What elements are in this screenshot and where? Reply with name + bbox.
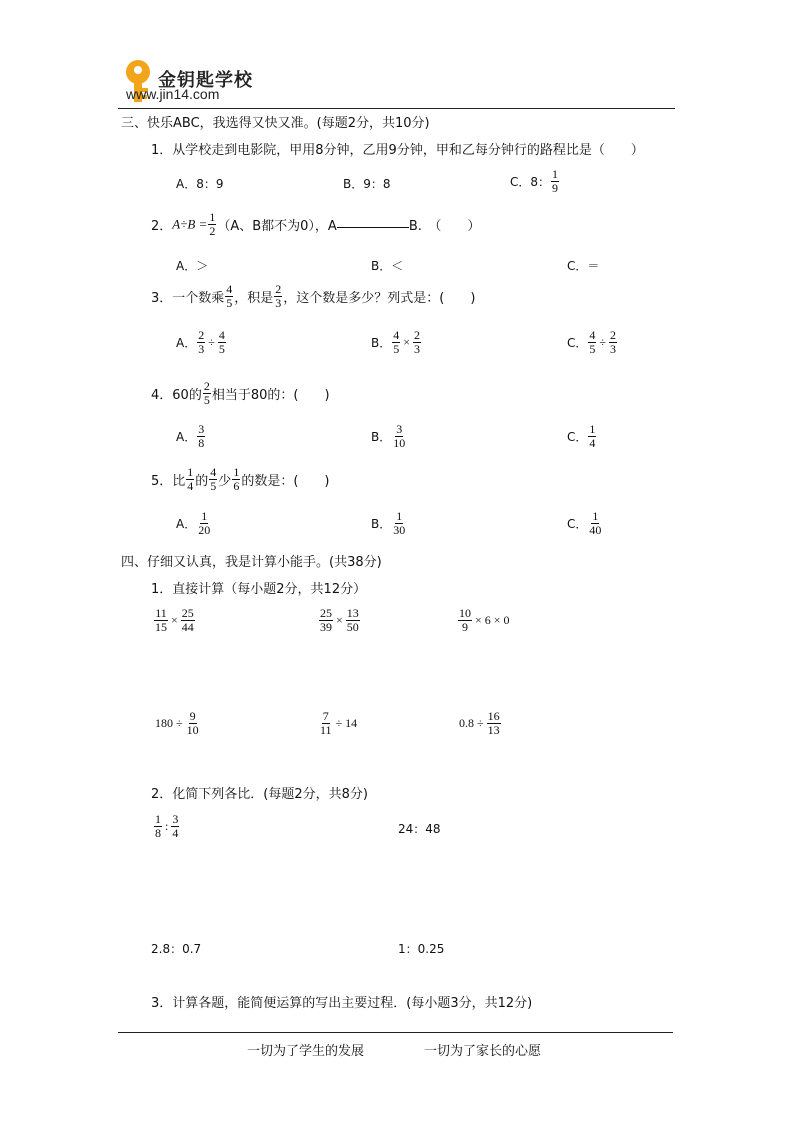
ratio-1: $\frac{1}{8}$ : $\frac{3}{4}$	[155, 812, 179, 840]
sub3-title: 3．计算各题，能简便运算的写出主要过程．(每小题3分，共12分)	[151, 996, 533, 1011]
q5-text: 5．比 $\frac{1}{4}$ 的 $\frac{4}{5}$ 少 $\frac{1}{6}$ 的数是：( )	[151, 465, 330, 493]
calc-expr-6: 0.8 ÷ $\frac{16}{13}$	[459, 709, 500, 737]
q1-option-c[interactable]	[510, 168, 560, 195]
sub1-title: 1．直接计算（每小题2分，共12分）	[151, 582, 367, 597]
q4-option-b[interactable]: B． $\frac{3}{10}$	[371, 422, 406, 450]
ratio-4: 1：0.25	[398, 942, 445, 956]
header-rule	[118, 108, 675, 109]
q2-option-b[interactable]: B．＜	[371, 259, 404, 273]
section3-title: 三、快乐ABC，我选得又快又准。(每题2分，共10分)	[121, 116, 430, 131]
calc-expr-5: $\frac{7}{11}$ ÷ 14	[320, 709, 358, 737]
q1-text: 1．从学校走到电影院，甲用8分钟，乙用9分钟，甲和乙每分钟行的路程比是（ ）	[151, 143, 644, 158]
ratio-2: 24：48	[398, 822, 441, 836]
calc-expr-2: $\frac{25}{39}$ × $\frac{13}{50}$	[320, 606, 359, 634]
sub2-title: 2．化简下列各比．(每题2分，共8分)	[151, 787, 368, 802]
q5-option-b[interactable]: B． $\frac{1}{30}$	[371, 509, 406, 537]
q1-option-b[interactable]: B．9：8	[343, 177, 391, 191]
q3-option-a[interactable]: A． $\frac{2}{3}$ ÷ $\frac{4}{5}$	[176, 328, 225, 356]
q2-text: 2．A÷B = $\frac{1}{2}$ （A、B都不为0），A B. （ ）	[151, 210, 481, 238]
q3-option-b[interactable]: B． $\frac{4}{5}$ × $\frac{2}{3}$	[371, 328, 421, 356]
q2-option-c[interactable]: C．＝	[567, 259, 600, 273]
q2-answer-blank[interactable]	[337, 215, 409, 228]
footer-right: 一切为了家长的心愿	[424, 1043, 542, 1058]
q5-option-a[interactable]: A． $\frac{1}{20}$	[176, 509, 211, 537]
q1-option-a[interactable]: A．8：9	[176, 177, 224, 191]
calc-expr-4: 180 ÷ $\frac{9}{10}$	[155, 709, 199, 737]
q4-option-c[interactable]: C． $\frac{1}{4}$	[567, 422, 596, 450]
q3-option-c[interactable]: C． $\frac{4}{5}$ ÷ $\frac{2}{3}$	[567, 328, 616, 356]
q5-option-c[interactable]: C． $\frac{1}{40}$	[567, 509, 602, 537]
q4-text: 4．60的 $\frac{2}{5}$ 相当于80的：( )	[151, 379, 330, 407]
calc-expr-3: $\frac{10}{9}$ × 6 × 0	[459, 606, 510, 634]
q3-text: 3．一个数乘 $\frac{4}{5}$ ，积是 $\frac{2}{3}$ ，这个数是多少？列式是：( )	[151, 282, 476, 310]
footer-left: 一切为了学生的发展	[247, 1043, 365, 1058]
q1-option-c-prefix: C．8：	[510, 175, 551, 189]
logo-name: 金钥匙学校	[158, 70, 253, 91]
q4-option-a[interactable]: A． $\frac{3}{8}$	[176, 422, 205, 450]
logo-url: www.jin14.com	[126, 86, 220, 102]
q2-option-a[interactable]: A．＞	[176, 259, 209, 273]
q1-option-c-fraction: $\frac{1}{9}$	[552, 167, 559, 195]
calc-expr-1: $\frac{11}{15}$ × $\frac{25}{44}$	[155, 606, 194, 634]
footer-rule	[118, 1032, 673, 1033]
section4-title: 四、仔细又认真，我是计算小能手。(共38分)	[121, 555, 382, 570]
ratio-3: 2.8：0.7	[151, 942, 202, 956]
